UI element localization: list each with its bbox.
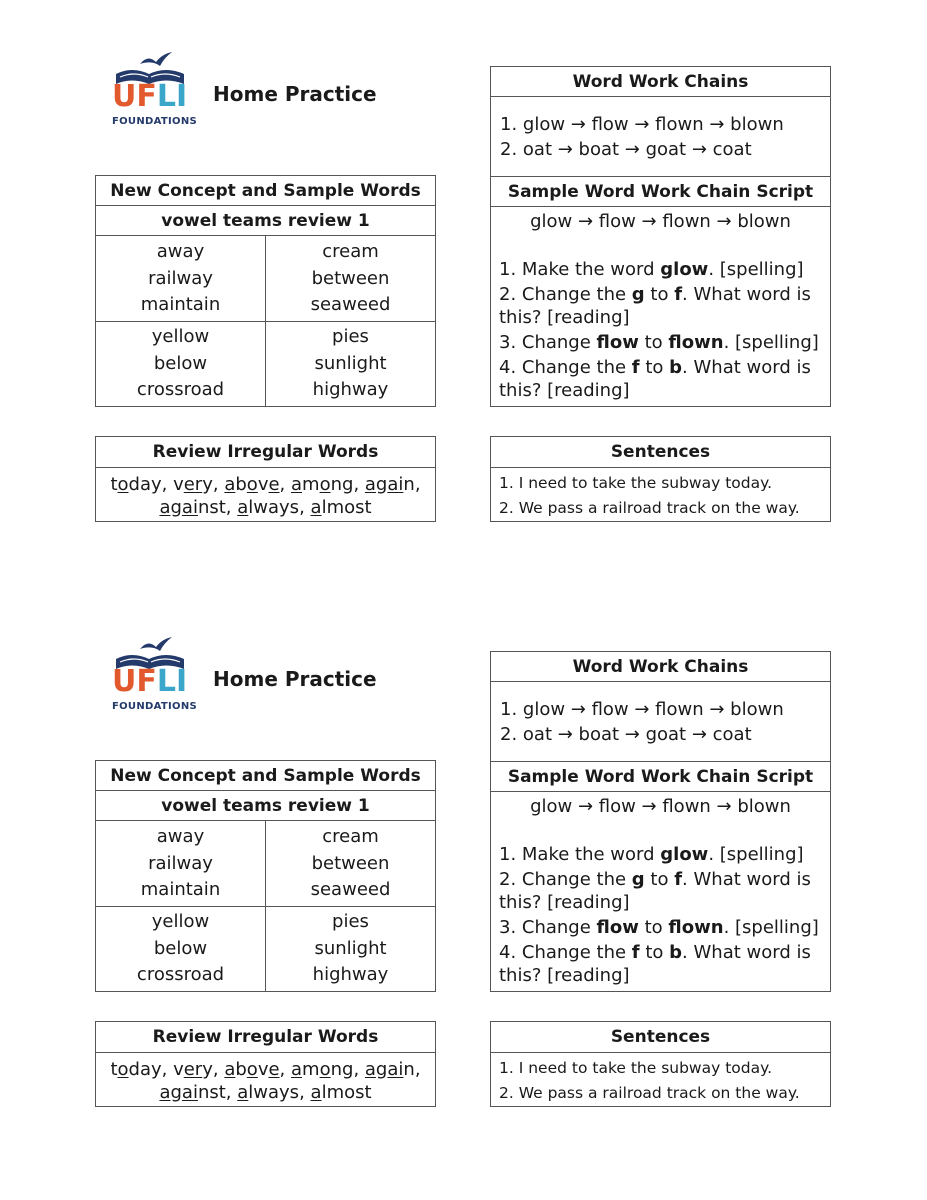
script-step: 4. Change the f to b. What word is this? [reading] bbox=[499, 942, 811, 986]
sample-word: away bbox=[156, 241, 205, 262]
irregular-word: very, bbox=[173, 474, 225, 495]
script-steps bbox=[491, 819, 830, 987]
irregular-word: again, bbox=[364, 474, 421, 495]
sample-word: crossroad bbox=[136, 379, 225, 400]
word-list-right-bottom bbox=[266, 909, 435, 989]
sample-word: maintain bbox=[140, 879, 221, 900]
script-step: 1. Make the word glow. [spelling] bbox=[499, 844, 804, 865]
chain-item: 1. glow → flow → flown → blown bbox=[500, 114, 784, 135]
sample-word: away bbox=[156, 826, 205, 847]
sample-word: seaweed bbox=[310, 879, 391, 900]
script-box bbox=[490, 176, 831, 407]
ufli-logo: UFLI FOUNDATIONS bbox=[110, 635, 190, 717]
chains-box bbox=[490, 651, 831, 762]
chain-item: 2. oat → boat → goat → coat bbox=[500, 139, 752, 160]
logo-subtitle: FOUNDATIONS bbox=[112, 116, 197, 127]
sample-word: railway bbox=[148, 852, 213, 874]
irregular-header: Review Irregular Words bbox=[96, 437, 435, 468]
sample-word: crossroad bbox=[136, 964, 225, 985]
sentences-box bbox=[490, 1021, 831, 1107]
irregular-word: almost bbox=[310, 1082, 372, 1103]
word-list-right-top bbox=[266, 239, 435, 319]
word-list-right-bottom bbox=[266, 324, 435, 404]
word-list-left-top bbox=[96, 239, 265, 319]
sample-word: yellow bbox=[151, 326, 210, 347]
irregular-word: above, bbox=[224, 1059, 291, 1080]
sample-word: highway bbox=[312, 964, 389, 985]
sentence: 1. I need to take the subway today. bbox=[499, 1059, 772, 1077]
sample-word: pies bbox=[332, 326, 369, 347]
sample-word: railway bbox=[148, 267, 213, 289]
chain-item: 2. oat → boat → goat → coat bbox=[500, 724, 752, 745]
chains-header: Word Work Chains bbox=[491, 652, 830, 682]
chains-box bbox=[490, 66, 831, 177]
script-step: 2. Change the g to f. What word is this? [reading] bbox=[499, 869, 811, 913]
word-list-left-bottom bbox=[96, 909, 265, 989]
word-list-right-top bbox=[266, 824, 435, 904]
concept-subheader: vowel teams review 1 bbox=[96, 791, 435, 821]
irregular-header: Review Irregular Words bbox=[96, 1022, 435, 1053]
script-header: Sample Word Work Chain Script bbox=[491, 177, 830, 207]
sentence: 1. I need to take the subway today. bbox=[499, 474, 772, 492]
sentences-header: Sentences bbox=[491, 437, 830, 468]
page-title: Home Practice bbox=[213, 667, 377, 691]
script-step: 3. Change flow to flown. [spelling] bbox=[499, 332, 819, 353]
sample-word: sunlight bbox=[314, 937, 387, 959]
irregular-word: against, bbox=[159, 1082, 238, 1103]
sentence: 2. We pass a railroad track on the way. bbox=[499, 1084, 800, 1102]
sentences-header: Sentences bbox=[491, 1022, 830, 1053]
sample-word: yellow bbox=[151, 911, 210, 932]
sample-word: below bbox=[153, 352, 208, 374]
irregular-word: always, bbox=[237, 1082, 311, 1103]
chains-header: Word Work Chains bbox=[491, 67, 830, 97]
irregular-word: always, bbox=[237, 497, 311, 518]
concept-subheader: vowel teams review 1 bbox=[96, 206, 435, 236]
home-practice-sheet bbox=[0, 585, 927, 1170]
chains-list bbox=[491, 682, 830, 747]
script-step: 4. Change the f to b. What word is this? [reading] bbox=[499, 357, 811, 401]
script-chain: glow → flow → flown → blown bbox=[530, 796, 791, 817]
irregular-box bbox=[95, 1021, 436, 1107]
irregular-word: among, bbox=[291, 1059, 365, 1080]
irregular-word: above, bbox=[224, 474, 291, 495]
sample-word: pies bbox=[332, 911, 369, 932]
irregular-word: today, bbox=[110, 474, 174, 495]
irregular-word: very, bbox=[173, 1059, 225, 1080]
sentences-list bbox=[491, 468, 830, 521]
sample-word: cream bbox=[322, 826, 379, 847]
concept-header: New Concept and Sample Words bbox=[96, 761, 435, 791]
concept-box bbox=[95, 175, 436, 407]
home-practice-sheet bbox=[0, 0, 927, 585]
script-step: 1. Make the word glow. [spelling] bbox=[499, 259, 804, 280]
irregular-box bbox=[95, 436, 436, 522]
sample-word: between bbox=[311, 852, 390, 874]
irregular-word: today, bbox=[110, 1059, 174, 1080]
logo-subtitle: FOUNDATIONS bbox=[112, 701, 197, 712]
irregular-words bbox=[96, 1053, 435, 1104]
script-header: Sample Word Work Chain Script bbox=[491, 762, 830, 792]
sentences-box bbox=[490, 436, 831, 522]
word-list-left-top bbox=[96, 824, 265, 904]
script-chain: glow → flow → flown → blown bbox=[530, 211, 791, 232]
irregular-word: among, bbox=[291, 474, 365, 495]
sentences-list bbox=[491, 1053, 830, 1106]
sample-word: sunlight bbox=[314, 352, 387, 374]
sample-word: between bbox=[311, 267, 390, 289]
irregular-word: again, bbox=[364, 1059, 421, 1080]
script-box bbox=[490, 761, 831, 992]
irregular-words bbox=[96, 468, 435, 519]
sample-word: cream bbox=[322, 241, 379, 262]
sample-word: seaweed bbox=[310, 294, 391, 315]
concept-box bbox=[95, 760, 436, 992]
ufli-logo: UFLI FOUNDATIONS bbox=[110, 50, 190, 132]
concept-header: New Concept and Sample Words bbox=[96, 176, 435, 206]
sample-word: maintain bbox=[140, 294, 221, 315]
script-steps bbox=[491, 234, 830, 402]
chains-list bbox=[491, 97, 830, 162]
script-step: 3. Change flow to flown. [spelling] bbox=[499, 917, 819, 938]
sentence: 2. We pass a railroad track on the way. bbox=[499, 499, 800, 517]
sample-word: highway bbox=[312, 379, 389, 400]
chain-item: 1. glow → flow → flown → blown bbox=[500, 699, 784, 720]
sample-word: below bbox=[153, 937, 208, 959]
script-step: 2. Change the g to f. What word is this? [reading] bbox=[499, 284, 811, 328]
page-title: Home Practice bbox=[213, 82, 377, 106]
word-list-left-bottom bbox=[96, 324, 265, 404]
irregular-word: almost bbox=[310, 497, 372, 518]
irregular-word: against, bbox=[159, 497, 238, 518]
